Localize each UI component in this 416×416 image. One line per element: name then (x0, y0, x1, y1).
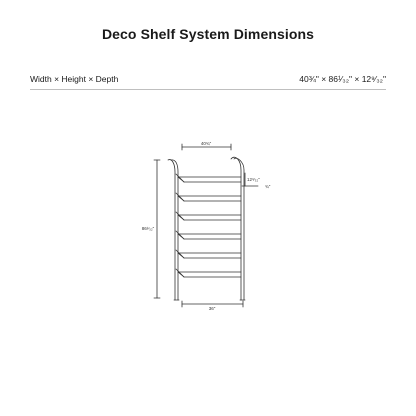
shelf-5 (176, 250, 241, 258)
shelf-gap-label: ¾" (265, 184, 271, 189)
shelf-2 (176, 193, 241, 201)
shelf-6 (176, 269, 241, 277)
overall-width-label: 40¾" (200, 141, 212, 146)
shelf-4 (176, 231, 241, 239)
page-title: Deco Shelf System Dimensions (101, 26, 315, 42)
inner-width-label: 36" (208, 306, 216, 311)
height-dimension-line (154, 160, 160, 298)
shelf-1 (176, 174, 241, 182)
right-rail (231, 157, 244, 300)
spec-label: Width × Height × Depth (30, 74, 119, 84)
shelf-depth-label: 12⁹⁄₃₂" (247, 177, 260, 182)
shelf-3 (176, 212, 241, 220)
overall-height-label: 86¹⁄₃₂" (141, 226, 155, 231)
spec-value: 40¾" × 86¹⁄₃₂" × 12⁹⁄₃₂" (299, 74, 386, 84)
left-rail (168, 160, 178, 300)
